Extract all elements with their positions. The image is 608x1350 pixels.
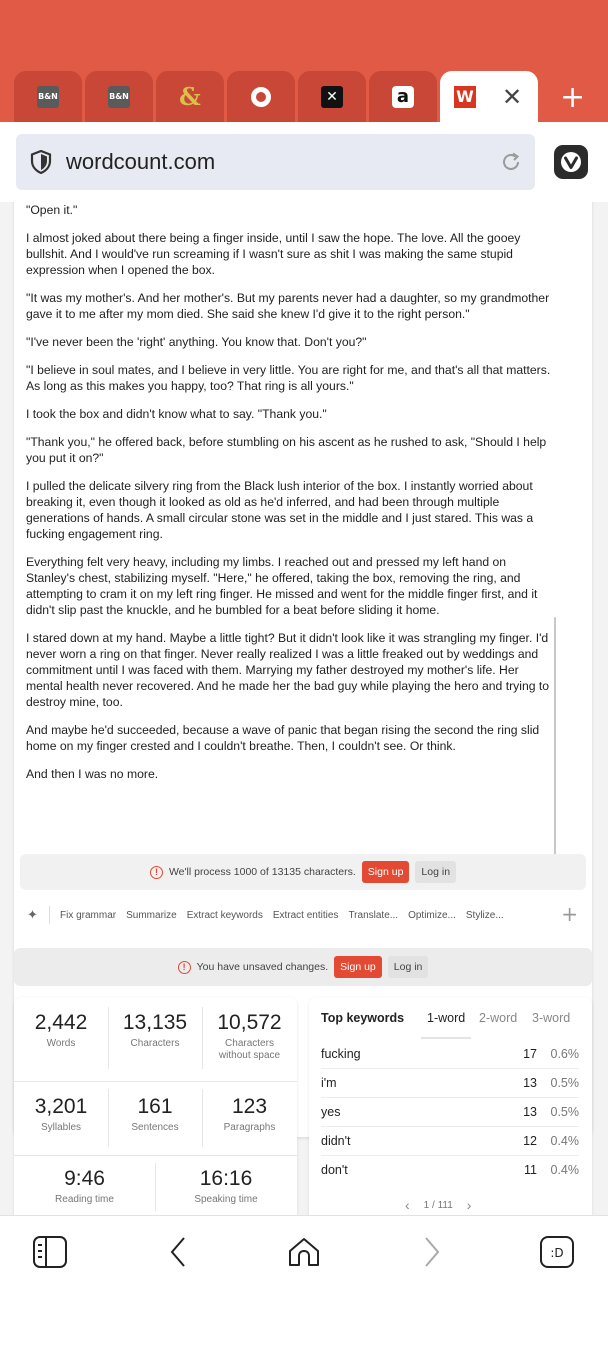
keywords-pager (405, 1197, 471, 1213)
paragraph: And maybe he'd succeeded, because a wave of panic that began rising the second the ring slid home on my finger crested and I couldn't breathe. Then, I couldn't see. Or think. (26, 723, 540, 753)
warning-icon: ! (150, 866, 163, 879)
divider (202, 1089, 203, 1147)
characters-label: Characters (130, 1038, 180, 1049)
tool-translate[interactable]: Translate... (348, 909, 399, 921)
tool-fix-grammar[interactable]: Fix grammar (60, 909, 117, 921)
stat-reading-time (14, 1167, 155, 1206)
divider (108, 1007, 109, 1069)
editor-scrollbar[interactable] (554, 617, 556, 857)
chars-no-space-label: Characters without space (218, 1038, 281, 1061)
tool-extract-entities[interactable]: Extract entities (272, 909, 339, 921)
stat-speaking-time (155, 1167, 297, 1206)
keyword-count: 12 (523, 1134, 537, 1148)
reload-icon[interactable] (499, 150, 523, 174)
chars-no-space-count: 10,572 (217, 1011, 282, 1034)
keyword-percent: 0.5% (550, 1076, 579, 1090)
keyword-percent: 0.4% (550, 1134, 579, 1148)
paragraph: "Open it." (26, 203, 78, 217)
warning-icon: ! (178, 961, 191, 974)
vivaldi-menu-icon[interactable] (554, 145, 588, 179)
keyword-count: 13 (523, 1105, 537, 1119)
tool-summarize[interactable]: Summarize (126, 909, 177, 921)
ai-tools-bar (14, 900, 592, 930)
stats-card (14, 997, 297, 1215)
tab-amazon[interactable] (369, 71, 437, 122)
stat-paragraphs (202, 1095, 297, 1134)
new-tab-button[interactable]: + (560, 80, 586, 115)
paragraph: "It was my mother's. And her mother's. But my parents never had a daughter, so my grandmother gave it to me after my mom died. She said she knew I'd give it to the right person." (26, 291, 550, 321)
keywords-title: Top keywords (321, 1011, 405, 1025)
add-tool-icon[interactable]: + (561, 902, 578, 926)
keyword-row (321, 1040, 579, 1069)
divider (14, 1081, 297, 1082)
web-page (0, 202, 608, 1215)
forward-icon[interactable] (414, 1234, 450, 1270)
editor-textarea[interactable] (26, 202, 556, 794)
tab-3-word[interactable]: 3-word (532, 1011, 571, 1025)
characters-count: 13,135 (122, 1011, 188, 1034)
keyword-word: didn't (321, 1134, 351, 1148)
tab-barnes-noble-1[interactable] (14, 71, 82, 122)
bottom-toolbar (0, 1215, 608, 1285)
keyword-percent: 0.6% (550, 1047, 579, 1061)
paragraphs-label: Paragraphs (223, 1122, 276, 1133)
keyword-row (321, 1069, 579, 1098)
words-label: Words (46, 1038, 76, 1049)
speaking-time-label: Speaking time (194, 1194, 258, 1205)
paragraph: "Thank you," he offered back, before stumbling on his ascent as he rushed to ask, "Should I help you put it on?" (26, 435, 547, 465)
chevron-left-icon[interactable]: ‹ (405, 1197, 410, 1213)
syllables-count: 3,201 (34, 1095, 88, 1118)
paragraph: "I've never been the 'right' anything. You know that. Don't you?" (26, 335, 367, 349)
signup-button[interactable]: Sign up (334, 956, 382, 978)
tab-barnes-noble-2[interactable] (85, 71, 153, 122)
tab-2-word[interactable]: 2-word (479, 1011, 518, 1025)
divider (202, 1007, 203, 1069)
keyword-row (321, 1127, 579, 1156)
tab-ampersand[interactable] (156, 71, 224, 122)
stat-syllables (14, 1095, 108, 1134)
paragraph: I almost joked about there being a finger inside, until I saw the hope. The love. All the gooey bullshit. And I would've run screaming if I wasn't sure as shit I was making the same stupid expression when I opened the box. (26, 231, 521, 277)
active-tab-indicator (421, 1037, 471, 1039)
keyword-word: i'm (321, 1076, 337, 1090)
stat-sentences (108, 1095, 202, 1134)
syllables-label: Syllables (40, 1122, 82, 1133)
divider (108, 1089, 109, 1147)
bn-favicon-icon: B&N (37, 86, 59, 108)
tab-wordcount-active[interactable] (440, 71, 538, 122)
close-tab-icon[interactable]: ✕ (502, 82, 523, 111)
character-limit-notice (20, 854, 586, 890)
paragraph: And then I was no more. (26, 767, 159, 781)
reading-time-value: 9:46 (64, 1167, 105, 1190)
keyword-word: fucking (321, 1047, 361, 1061)
reading-time-label: Reading time (55, 1194, 114, 1205)
keyword-row (321, 1156, 579, 1185)
paragraph: I pulled the delicate silvery ring from the Black lush interior of the box. I instantly worried about breaking it, even though it looked as old as he'd inferred, and had been through multiple generations of hands. A small circular stone was set in the middle and I just stared. This was a fucking engagement ring. (26, 479, 534, 541)
stat-characters-no-space (202, 1011, 297, 1062)
tab-switcher-icon[interactable] (539, 1234, 575, 1270)
divider (155, 1163, 156, 1211)
shield-icon[interactable] (30, 150, 52, 174)
words-count: 2,442 (34, 1011, 88, 1034)
keyword-row (321, 1098, 579, 1127)
paragraph: "I believe in soul mates, and I believe in very little. You are right for me, and that's all that matters. As long as this makes you happy, too? That ring is all yours." (26, 363, 551, 393)
keyword-word: don't (321, 1163, 348, 1177)
paragraph: Everything felt very heavy, including my limbs. I reached out and pressed my left hand on Stanley's chest, stabilizing myself. "Here," he offered, taking the box, removing the ring, and attempting to cram it on my left ring finger. He missed and went for the middle finger first, and it didn't slip past the knuckle, and he bumbled for a beat before sliding it home. (26, 555, 538, 617)
ampersand-favicon-icon: & (179, 82, 201, 111)
bn-favicon-icon: B&N (108, 86, 130, 108)
keyword-word: yes (321, 1105, 341, 1119)
tool-extract-keywords[interactable]: Extract keywords (186, 909, 263, 921)
amazon-favicon-icon: a (392, 86, 414, 108)
login-button[interactable]: Log in (388, 956, 429, 978)
tab-list (14, 71, 538, 122)
wordcount-favicon-icon: W (454, 86, 476, 108)
keyword-count: 13 (523, 1076, 537, 1090)
top-keywords-card (309, 997, 592, 1215)
keyword-count: 17 (523, 1047, 537, 1061)
svg-text::D: :D (550, 1246, 564, 1260)
sparkle-icon: ✦ (16, 906, 50, 924)
paragraph: I took the box and didn't know what to say. "Thank you." (26, 407, 327, 421)
address-bar (0, 122, 608, 202)
x-favicon-icon: ✕ (321, 86, 343, 108)
globe-favicon-icon (251, 87, 271, 107)
paragraphs-count: 123 (231, 1095, 268, 1118)
tool-stylize[interactable]: Stylize... (465, 909, 504, 921)
tab-strip (0, 0, 608, 122)
sentences-label: Sentences (131, 1122, 179, 1133)
stat-characters (108, 1011, 202, 1050)
login-button[interactable]: Log in (415, 861, 456, 883)
home-icon[interactable] (286, 1234, 322, 1270)
panel-toggle-icon[interactable] (32, 1234, 68, 1270)
keyword-percent: 0.5% (550, 1105, 579, 1119)
keyword-count: 11 (524, 1163, 537, 1177)
tool-optimize[interactable]: Optimize... (408, 909, 456, 921)
url-text: wordcount.com (66, 149, 216, 174)
signup-button[interactable]: Sign up (362, 861, 410, 883)
tab-1-word[interactable]: 1-word (427, 1011, 466, 1025)
keyword-percent: 0.4% (550, 1163, 579, 1177)
unsaved-changes-notice (14, 948, 592, 986)
stat-words (14, 1011, 108, 1050)
url-field[interactable] (16, 134, 535, 190)
limit-notice-text: We'll process 1000 of 13135 characters. (168, 866, 356, 878)
paragraph: I stared down at my hand. Maybe a little tight? But it didn't look like it was strangling my finger. I'd never worn a ring on that finger. Never really realized I was a little freaked out by weddings and commitment until I was faced with them. Marrying my father destroyed my mother's life. Her mental health never recovered. And he made her the bad guy while playing the hero and trying to destroy mine, too. (26, 631, 550, 709)
sentences-count: 161 (137, 1095, 173, 1118)
vivaldi-logo-icon (560, 151, 582, 173)
blank-area (0, 1285, 608, 1350)
back-icon[interactable] (160, 1234, 196, 1270)
page-indicator: 1 / 111 (423, 1199, 453, 1211)
tab-x-site[interactable] (298, 71, 366, 122)
chevron-right-icon[interactable]: › (466, 1197, 472, 1213)
tab-globe[interactable] (227, 71, 295, 122)
divider (14, 1155, 297, 1156)
speaking-time-value: 16:16 (199, 1167, 253, 1190)
unsaved-text: You have unsaved changes. (196, 961, 329, 973)
